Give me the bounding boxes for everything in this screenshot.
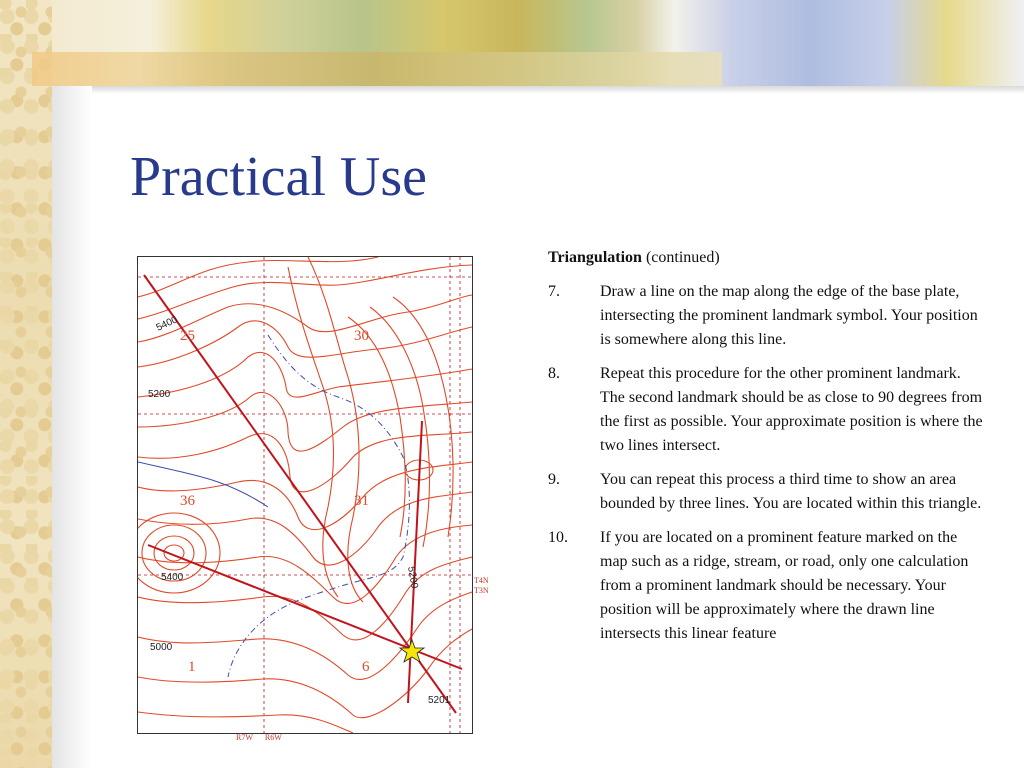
elevation-label: 5200	[405, 565, 420, 590]
heading-bold: Triangulation	[548, 249, 642, 266]
section-heading	[548, 246, 988, 270]
stream-line	[228, 335, 409, 677]
list-item-number: 8.	[548, 365, 560, 382]
section-label: 31	[354, 493, 369, 509]
township-label: T3N	[474, 586, 489, 595]
topo-map-svg	[138, 257, 472, 733]
section-label: 25	[180, 328, 195, 344]
township-labels-outside	[474, 576, 489, 596]
range-label: R6W	[264, 733, 282, 742]
section-labels	[180, 328, 370, 675]
list-item-text: Draw a line on the map along the edge of the base plate, intersecting the prominent landmark symbol. Your position is somewhere along this line.	[600, 283, 978, 348]
list-item	[548, 468, 988, 516]
left-decorative-strip	[0, 0, 52, 768]
slide-title: Practical Use	[130, 146, 427, 208]
position-star-icon	[400, 640, 424, 662]
elevation-label: 5400	[161, 572, 184, 583]
banner-shadow	[52, 86, 1024, 94]
section-label: 36	[180, 493, 195, 509]
section-label: 6	[362, 659, 370, 675]
slide-body	[548, 246, 988, 656]
stream-tributary	[138, 462, 268, 507]
list-item	[548, 280, 988, 352]
list-item-number: 9.	[548, 471, 560, 488]
left-shadow	[52, 86, 92, 768]
section-label: 30	[354, 328, 369, 344]
section-label: 1	[188, 659, 196, 675]
elevation-label: 5200	[148, 389, 171, 400]
list-item	[548, 526, 988, 646]
list-item-text: If you are located on a prominent feature marked on the map such as a ridge, stream, or road, only one calculation from a prominent landmark should be necessary. Your position will be approximately where the drawn line intersects this linear feature	[600, 529, 969, 642]
topographic-map	[137, 256, 473, 734]
list-item-number: 7.	[548, 283, 560, 300]
list-item-text: You can repeat this process a third time to show an area bounded by three lines. You are located within this triangle.	[600, 471, 982, 512]
list-item-text: Repeat this procedure for the other prominent landmark. The second landmark should be as close to 90 degrees from the first as possible. Your approximate position is where the two lines intersect.	[600, 365, 983, 454]
list-item-number: 10.	[548, 529, 568, 546]
banner-accent-strip	[32, 52, 722, 86]
heading-rest: (continued)	[641, 249, 720, 266]
list-item	[548, 362, 988, 458]
elevation-label: 5201	[428, 695, 451, 706]
range-labels	[236, 733, 292, 742]
elevation-label: 5400	[154, 314, 180, 334]
township-label: T4N	[474, 576, 489, 585]
range-label: R7W	[236, 733, 253, 742]
elevation-label: 5000	[150, 642, 173, 653]
